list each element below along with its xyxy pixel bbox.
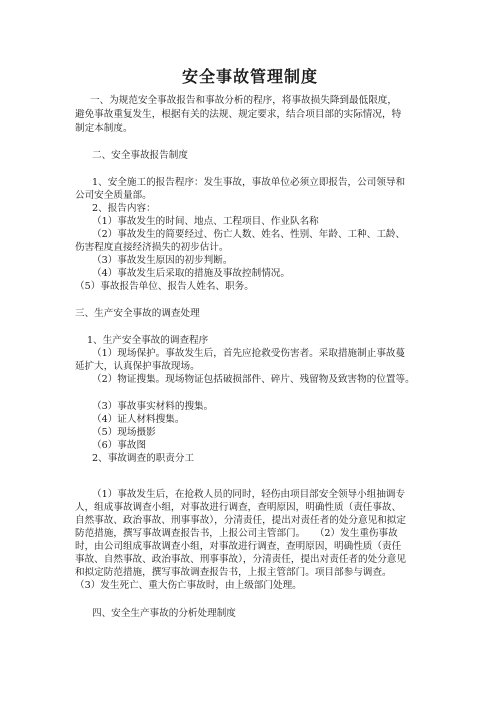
text-line: （3）发生死亡、重大伤亡事故时，由上级部门处理。 [75,580,302,591]
text-line: （5）现场摄影 [92,427,156,438]
text-line: 公司安全质量部。 [75,190,152,201]
text-line: 四、安全生产事故的分析处理制度 [92,608,236,619]
text-line: 二、安全事故报告制度 [92,150,188,161]
text-line: （1）现场保护。事故发生后，首先应抢救受伤害者。采取措施制止事故蔓 [92,348,406,359]
text-line: 事故、自然事故、政治事故、刑事事故），分清责任，提出对责任者的处分意见 [75,554,406,565]
text-line: （2）物证搜集。现场物证包括破损部件、碎片、残留物及致害物的位置等。 [92,374,415,385]
text-line: 三、生产安全事故的调查处理 [75,308,200,319]
text-line: （6）事故图 [92,440,147,451]
text-line: 2、事故调查的职责分工 [92,453,195,464]
text-line: 时，由公司组成事故调查小组，对事故进行调查，查明原因，明确性质（责任 [75,541,402,552]
text-line: （5）事故报告单位、报告人姓名、职务。 [75,281,254,292]
text-line: 人，组成事故调查小组，对事故进行调查，查明原因，明确性质（责任事故、 [75,502,402,513]
text-line: 制定本制度。 [75,123,133,134]
text-line: 2、报告内容： [92,203,156,214]
text-line: 延扩大，认真保护事故现场。 [75,361,200,372]
text-line: （1）事故发生后，在抢救人员的同时，轻伤由项目部安全领导小组抽调专 [92,489,406,500]
text-line: （3）事故发生原因的初步判断。 [92,255,233,266]
text-line: 避免事故重复发生，根据有关的法规、规定要求，结合项目部的实际情况，特 [75,109,402,120]
text-line: （4）证人材料搜集。 [92,414,185,425]
text-line: （3）事故事实材料的搜集。 [92,401,214,412]
document-title: 安全事故管理制度 [181,67,318,86]
text-line: 1、安全施工的报告程序：发生事故，事故单位必须立即报告，公司领导和 [92,177,406,188]
text-line: （2）事故发生的简要经过、伤亡人数、姓名、性别、年龄、工种、工龄、 [92,229,406,240]
text-line: 伤害程度直接经济损失的初步估计。 [75,242,229,253]
text-line: 防范措施，撰写事故调查报告书，上报公司主管部门。 （2）发生重伤事故 [75,528,398,539]
text-line: 自然事故、政治事故、刑事事故），分清责任，提出对责任者的处分意见和拟定 [75,515,406,526]
text-line: 1、生产安全事故的调查程序 [87,335,209,346]
text-line: 和拟定防范措施，撰写事故调查报告书，上报主管部门。项目部参与调查。 [75,567,392,578]
text-line: （4）事故发生后采取的措施及事故控制情况。 [92,268,290,279]
text-line: 一、为规范安全事故报告和事故分析的程序，将事故损失降到最低限度， [90,95,397,106]
text-line: （1）事故发生的时间、地点、工程项目、作业队名称 [92,216,319,227]
